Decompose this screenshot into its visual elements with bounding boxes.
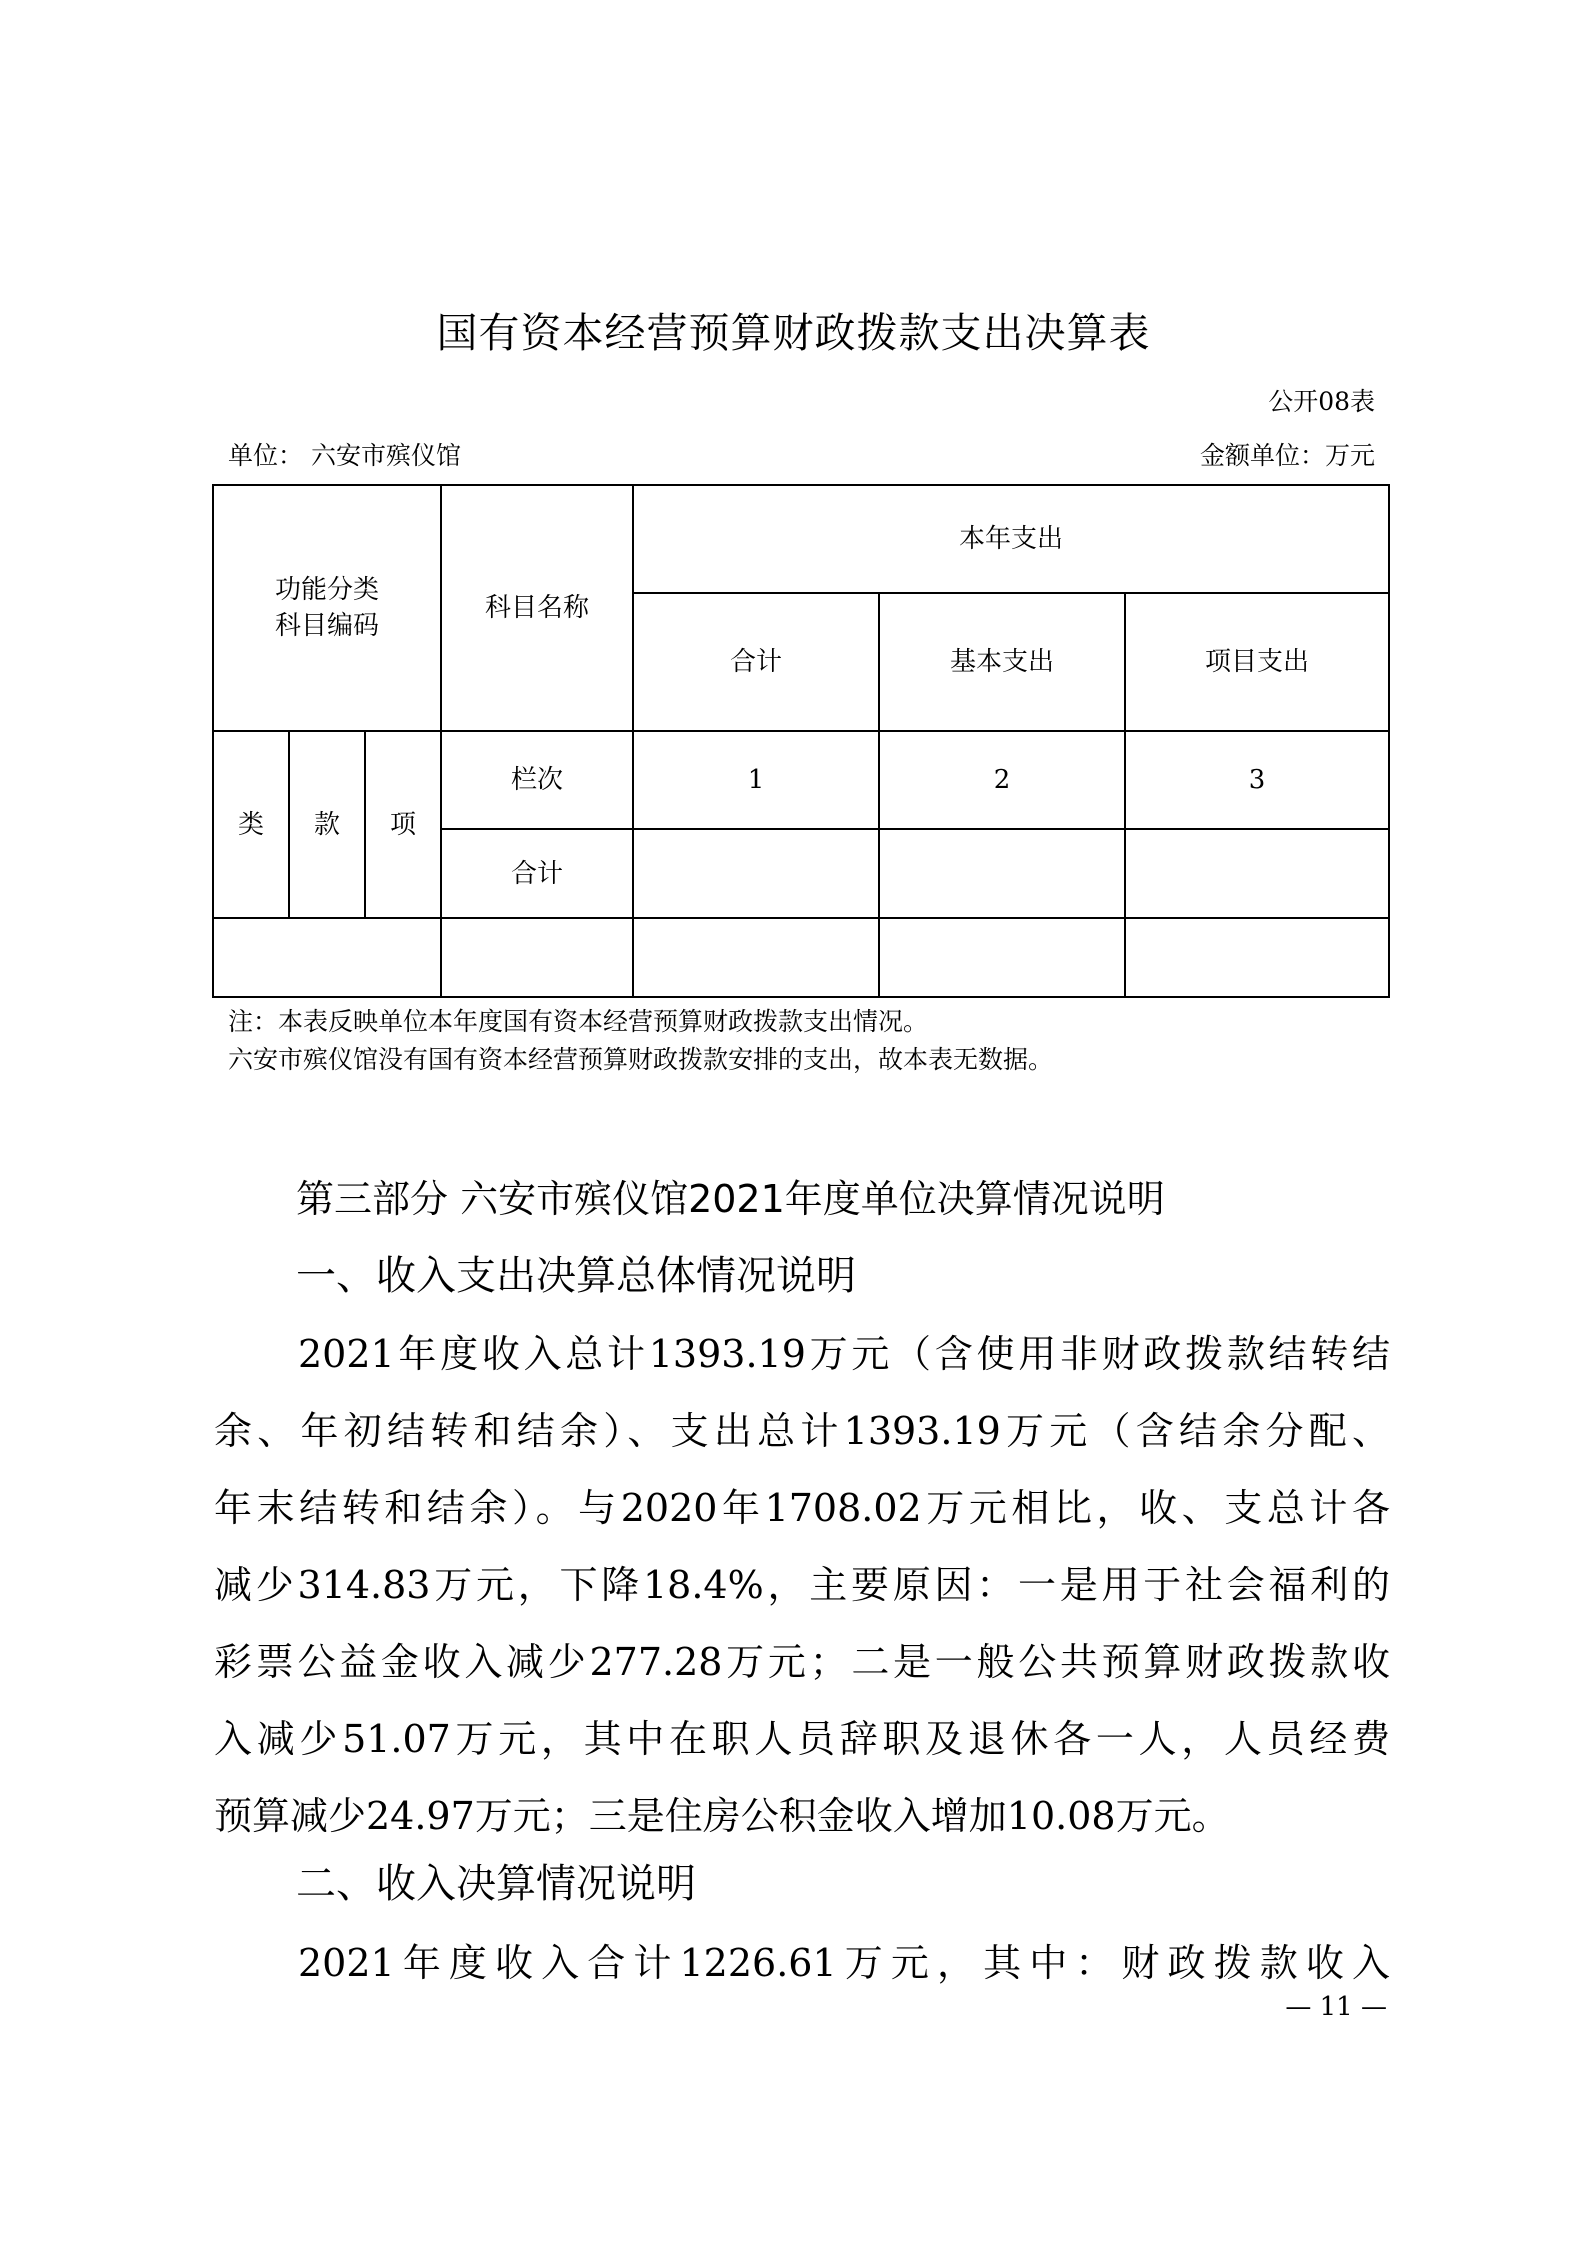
sum-basic-cell [879,829,1125,918]
header-function-code [213,485,441,731]
empty-code-cell [213,918,441,997]
table-title: 国有资本经营预算财政拨款支出决算表 [436,309,1151,357]
header-function-code-line2: 科目编码 [275,611,380,641]
empty-project-cell [1125,918,1389,997]
sum-row-label: 合计 [441,829,633,918]
budget-table [212,484,1390,998]
sum-project-cell [1125,829,1389,918]
paragraph-line: 预算减少24.97万元；三是住房公积金收入增加10.08万元。 [214,1794,1230,1838]
paragraph-line: 入减少51.07万元，其中在职人员辞职及退休各一人，人员经费 [214,1717,1390,1761]
header-basic: 基本支出 [879,593,1125,731]
page-number: — 11 — [1285,1992,1387,2022]
table-note-1: 注：本表反映单位本年度国有资本经营预算财政拨款支出情况。 [228,1007,929,1036]
paragraph-line: 彩票公益金收入减少277.28万元；二是一般公共预算财政拨款收 [214,1640,1390,1684]
column-number-2: 2 [879,731,1125,829]
amount-unit: 金额单位：万元 [1199,441,1375,470]
header-lei: 类 [213,731,289,918]
sum-total-cell [633,829,879,918]
header-function-code-line1: 功能分类 [275,575,380,605]
table-note-2: 六安市殡仪馆没有国有资本经营预算财政拨款安排的支出，故本表无数据。 [228,1045,1054,1074]
column-number-3: 3 [1125,731,1389,829]
empty-basic-cell [879,918,1125,997]
empty-subject-cell [441,918,633,997]
section2-heading: 二、收入决算情况说明 [296,1861,696,1907]
part3-heading: 第三部分 六安市殡仪馆2021年度单位决算情况说明 [296,1177,1165,1221]
header-current-year: 本年支出 [633,485,1389,593]
header-total: 合计 [633,593,879,731]
header-xiang: 项 [365,731,441,918]
paragraph-line: 年末结转和结余）。与2020年1708.02万元相比，收、支总计各 [214,1486,1390,1530]
unit-label: 单位： 六安市殡仪馆 [228,441,461,470]
header-project: 项目支出 [1125,593,1389,731]
empty-total-cell [633,918,879,997]
form-number: 公开08表 [1268,387,1375,416]
paragraph-line: 2021年度收入合计1226.61万元，其中：财政拨款收入 [298,1941,1390,1985]
paragraph-line: 余、年初结转和结余）、支出总计1393.19万元（含结余分配、 [214,1409,1390,1453]
header-kuan: 款 [289,731,365,918]
column-number-1: 1 [633,731,879,829]
header-subject-name: 科目名称 [441,485,633,731]
paragraph-line: 2021年度收入总计1393.19万元（含使用非财政拨款结转结 [298,1332,1390,1376]
paragraph-line: 减少314.83万元，下降18.4%，主要原因：一是用于社会福利的 [214,1563,1390,1607]
section1-heading: 一、收入支出决算总体情况说明 [296,1253,856,1299]
header-column-no: 栏次 [441,731,633,829]
section1-paragraph [214,1316,1390,1855]
section2-paragraph [214,1925,1390,2002]
